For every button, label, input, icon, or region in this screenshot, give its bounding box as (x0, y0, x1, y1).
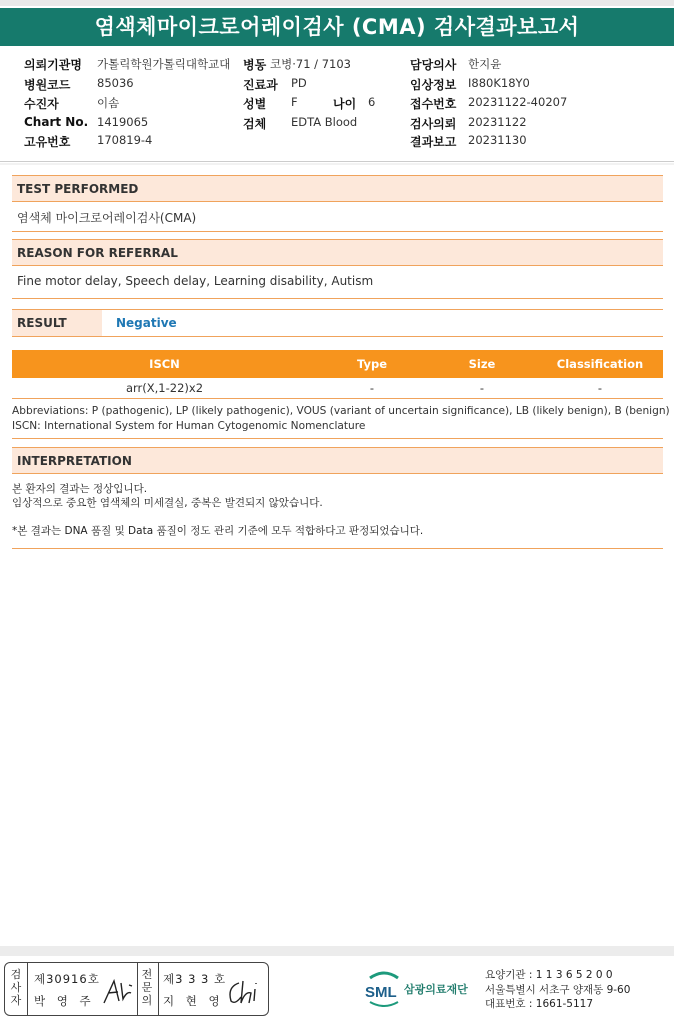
org-phone: 대표번호 : 1661-5117 (485, 998, 594, 1010)
specialist-vertical-label: 전 문 의 (141, 968, 153, 1007)
header-divider (0, 161, 674, 165)
institution-label: 의뢰기관명 (24, 58, 82, 72)
report-title: 염색체마이크로어레이검사 (CMA) 검사결과보고서 (0, 8, 674, 46)
request-label: 검사의뢰 (410, 117, 457, 131)
ward-value: 코병·71 / 7103 (270, 57, 351, 71)
organization-info (485, 968, 630, 1012)
report-value: 20231130 (468, 133, 527, 147)
interpretation-line1: 본 환자의 결과는 정상입니다. (12, 483, 148, 495)
sml-logo-icon (364, 966, 404, 1010)
chart-value: 1419065 (97, 115, 149, 129)
result-label: RESULT (12, 310, 102, 336)
patient-value: 이솜 (97, 96, 120, 110)
logo-abbr: SML (365, 984, 397, 1001)
divider (158, 963, 159, 1015)
divider (12, 298, 663, 299)
sex-value: F (291, 95, 298, 109)
divider (137, 963, 138, 1015)
receipt-label: 접수번호 (410, 97, 457, 111)
specialist-name: 지 현 영 (163, 994, 224, 1008)
table-row (12, 378, 663, 398)
test-performed-text: 염색체 마이크로어레이검사(CMA) (17, 211, 197, 225)
report-label: 결과보고 (410, 135, 457, 149)
examiner-name: 박 영 주 (34, 994, 95, 1008)
interpretation-note: *본 결과는 DNA 품질 및 Data 품질이 정도 관리 기준에 모두 적합하다고 판정되었습니다. (12, 525, 424, 537)
divider (27, 963, 28, 1015)
sex-label: 성별 (243, 97, 267, 111)
abbreviations (12, 404, 672, 434)
table-header-row (12, 350, 663, 378)
reason-text: Fine motor delay, Speech delay, Learning disability, Autism (17, 274, 374, 288)
patient-header (0, 50, 674, 162)
col-classification: Classification (556, 357, 644, 371)
reason-heading: REASON FOR REFERRAL (12, 239, 663, 266)
signature-box (4, 962, 269, 1016)
dept-value: PD (291, 76, 307, 90)
ward-label: 병동 (243, 58, 267, 72)
divider (12, 438, 663, 439)
institution-value: 가톨릭학원가톨릭대학교대 (97, 57, 231, 71)
sml-logo (364, 966, 482, 1010)
logo-name: 삼광의료재단 (404, 983, 468, 996)
chart-label: Chart No. (24, 115, 89, 129)
test-performed-heading: TEST PERFORMED (12, 175, 663, 202)
col-iscn: ISCN (149, 357, 180, 371)
divider (12, 548, 663, 549)
hospital-code-value: 85036 (97, 76, 134, 90)
divider (12, 231, 663, 232)
clinical-info-label: 임상정보 (410, 78, 457, 92)
result-row (12, 309, 663, 337)
age-value: 6 (368, 95, 376, 109)
age-label: 나이 (333, 97, 357, 111)
receipt-value: 20231122-40207 (468, 95, 568, 109)
examiner-vertical-label: 검 사 자 (10, 968, 22, 1007)
org-address: 서울특별시 서초구 양재동 9-60 (485, 983, 631, 996)
footer-band (0, 946, 674, 956)
abbreviations-line1: Abbreviations: P (pathogenic), LP (likely pathogenic), VOUS (variant of uncertain significance), LB (likely benign), B (benign) (12, 405, 670, 417)
result-value: Negative (116, 316, 177, 330)
specialist-signature (225, 977, 263, 1007)
cell-classification: - (537, 378, 663, 398)
examiner-signature (101, 977, 135, 1007)
clinical-info-value: I880K18Y0 (468, 76, 530, 90)
physician-value: 한지윤 (468, 57, 502, 71)
specimen-value: EDTA Blood (291, 115, 358, 129)
top-strip (0, 0, 674, 6)
interpretation-line2: 임상적으로 중요한 염색체의 미세결실, 중복은 발견되지 않았습니다. (12, 497, 323, 509)
interpretation-heading: INTERPRETATION (12, 447, 663, 474)
specimen-label: 검체 (243, 117, 267, 131)
org-code: 요양기관 : 1 1 3 6 5 2 0 0 (485, 969, 613, 981)
abbreviations-line2: ISCN: International System for Human Cytogenomic Nomenclature (12, 420, 366, 432)
dept-label: 진료과 (243, 78, 278, 92)
specialist-number: 제3 3 3 호 (163, 972, 227, 986)
unique-value: 170819-4 (97, 133, 153, 147)
hospital-code-label: 병원코드 (24, 78, 71, 92)
cell-iscn: arr(X,1-22)x2 (12, 378, 317, 398)
request-value: 20231122 (468, 115, 527, 129)
unique-label: 고유번호 (24, 135, 71, 149)
col-type: Type (356, 357, 387, 371)
cnv-table (12, 350, 663, 399)
cell-type: - (317, 378, 427, 398)
cell-size: - (427, 378, 537, 398)
physician-label: 담당의사 (410, 58, 457, 72)
patient-label: 수진자 (24, 97, 59, 111)
col-size: Size (468, 357, 496, 371)
examiner-number: 제30916호 (34, 972, 100, 986)
